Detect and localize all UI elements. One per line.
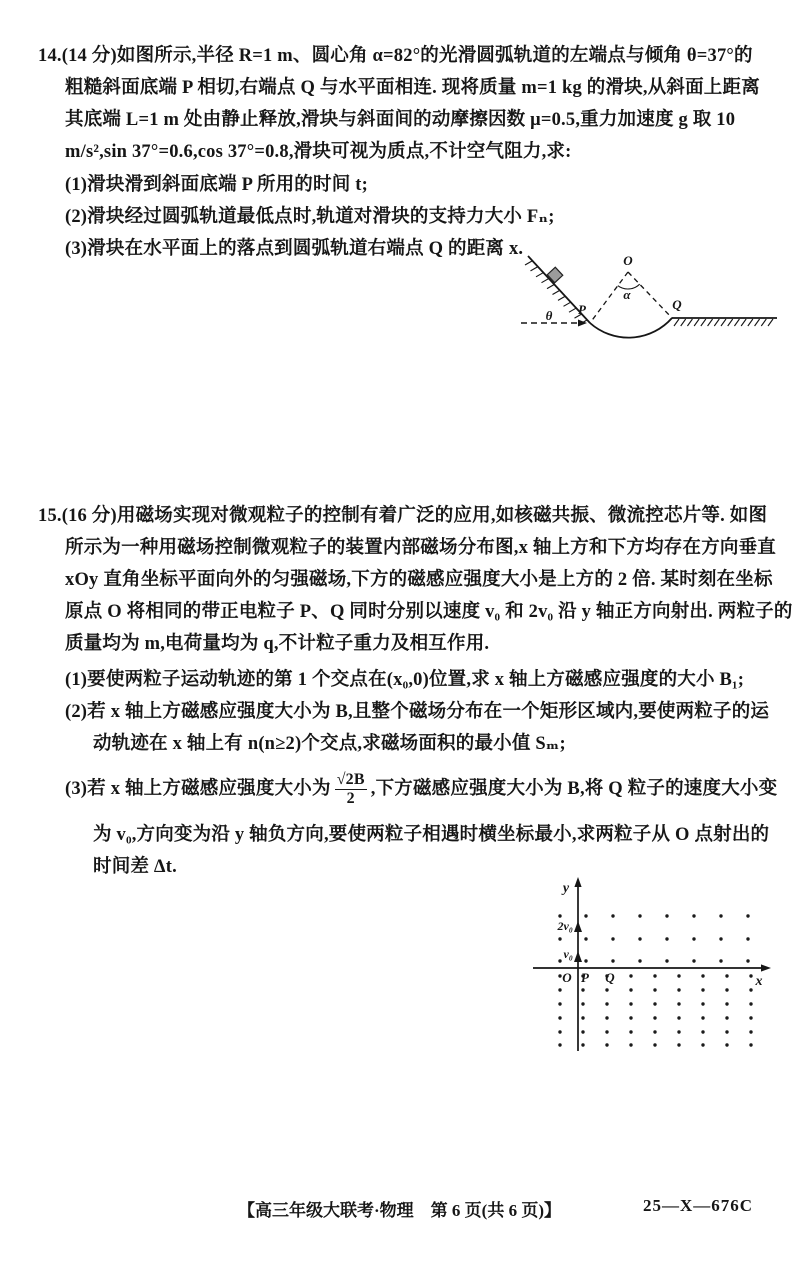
radius-OQ-dashed <box>628 272 672 318</box>
fig15-dots-below <box>558 974 752 1046</box>
x-axis-label: x <box>755 974 763 989</box>
magnetic-field-diagram <box>526 876 776 1056</box>
radius-OP-dashed <box>590 272 628 323</box>
point-P-label: P <box>578 302 586 317</box>
q15-subquestion-3 <box>65 763 777 815</box>
q15-subquestion-3-cont2: 时间差 Δt. <box>93 857 177 877</box>
v0-label: v₀ <box>563 947 573 961</box>
particle-P-label: P <box>581 970 589 985</box>
q15-subquestion-1: (1)要使两粒子运动轨迹的第 1 个交点在(x₀,0)位置,求 x 轴上方磁感应强度的大小 B₁; <box>65 670 745 690</box>
q15-figure <box>526 876 776 1056</box>
origin-label: O <box>562 970 572 985</box>
fig15-dots-above <box>558 914 749 962</box>
center-O-label: O <box>623 253 633 268</box>
q15-sub3-before: (3)若 x 轴上方磁感应强度大小为 <box>65 778 331 799</box>
q15-line-5: 质量均为 m,电荷量均为 q,不计粒子重力及相互作用. <box>65 634 490 654</box>
2v0-label: 2v₀ <box>557 919 573 933</box>
point-Q-label: Q <box>672 297 682 312</box>
q14-figure <box>505 252 780 370</box>
particle-Q-label: Q <box>605 970 615 985</box>
y-axis-label: y <box>562 881 570 896</box>
sqrt2B-over-2-fraction <box>335 771 367 807</box>
q14-subquestion-1: (1)滑块滑到斜面底端 P 所用的时间 t; <box>65 175 368 195</box>
y-axis-arrowhead <box>574 877 581 887</box>
velocity-v0-arrowhead <box>574 951 582 962</box>
q14-subquestion-3: (3)滑块在水平面上的落点到圆弧轨道右端点 Q 的距离 x. <box>65 239 524 259</box>
q14-line-4: m/s²,sin 37°=0.6,cos 37°=0.8,滑块可视为质点,不计空气阻力,求: <box>65 142 572 162</box>
footer-paper-code: 25—X—676C <box>643 1196 754 1215</box>
q14-line-3: 其底端 L=1 m 处由静止释放,滑块与斜面间的动摩擦因数 μ=0.5,重力加速度 g 取 10 <box>65 110 736 130</box>
x-axis-arrowhead <box>761 964 771 971</box>
footer-exam-title: 【高三年级大联考·物理 第 6 页(共 6 页)】 <box>238 1201 561 1220</box>
q14-line-1: 14.(14 分)如图所示,半径 R=1 m、圆心角 α=82°的光滑圆弧轨道的左端点与倾角 θ=37°的 <box>38 46 753 66</box>
q15-subquestion-2-cont: 动轨迹在 x 轴上有 n(n≥2)个交点,求磁场面积的最小值 Sₘ; <box>93 734 566 754</box>
fraction-denominator: 2 <box>346 789 355 807</box>
incline-arc-diagram <box>505 252 780 370</box>
ground-hatching <box>674 319 773 326</box>
q15-subquestion-2: (2)若 x 轴上方磁感应强度大小为 B,且整个磁场分布在一个矩形区域内,要使两粒子的运 <box>65 702 770 722</box>
arc-track <box>590 318 672 338</box>
alpha-label: α <box>623 287 631 302</box>
q15-sub3-after: ,下方磁感应强度大小为 B,将 Q 粒子的速度大小变 <box>370 778 778 799</box>
velocity-2v0-arrowhead <box>574 921 582 932</box>
q15-line-1: 15.(16 分)用磁场实现对微观粒子的控制有着广泛的应用,如核磁共振、微流控芯片等. 如图 <box>38 506 768 526</box>
q15-line-2: 所示为一种用磁场控制微观粒子的装置内部磁场分布图,x 轴上方和下方均存在方向垂直 <box>65 538 777 558</box>
q15-line-4: 原点 O 将相同的带正电粒子 P、Q 同时分别以速度 v₀ 和 2v₀ 沿 y 轴正方向射出. 两粒子的 <box>65 602 793 622</box>
q14-subquestion-2: (2)滑块经过圆弧轨道最低点时,轨道对滑块的支持力大小 Fₙ; <box>65 207 555 227</box>
fraction-numerator: √2B <box>336 771 365 789</box>
q15-subquestion-3-cont1: 为 v₀,方向变为沿 y 轴负方向,要使两粒子相遇时横坐标最小,求两粒子从 O 点射出的 <box>93 825 770 845</box>
q14-line-2: 粗糙斜面底端 P 相切,右端点 Q 与水平面相连. 现将质量 m=1 kg 的滑块,从斜面上距离 <box>65 78 760 98</box>
q15-line-3: xOy 直角坐标平面向外的匀强磁场,下方的磁感应强度大小是上方的 2 倍. 某时刻在坐标 <box>65 570 773 590</box>
theta-label: θ <box>545 308 553 323</box>
